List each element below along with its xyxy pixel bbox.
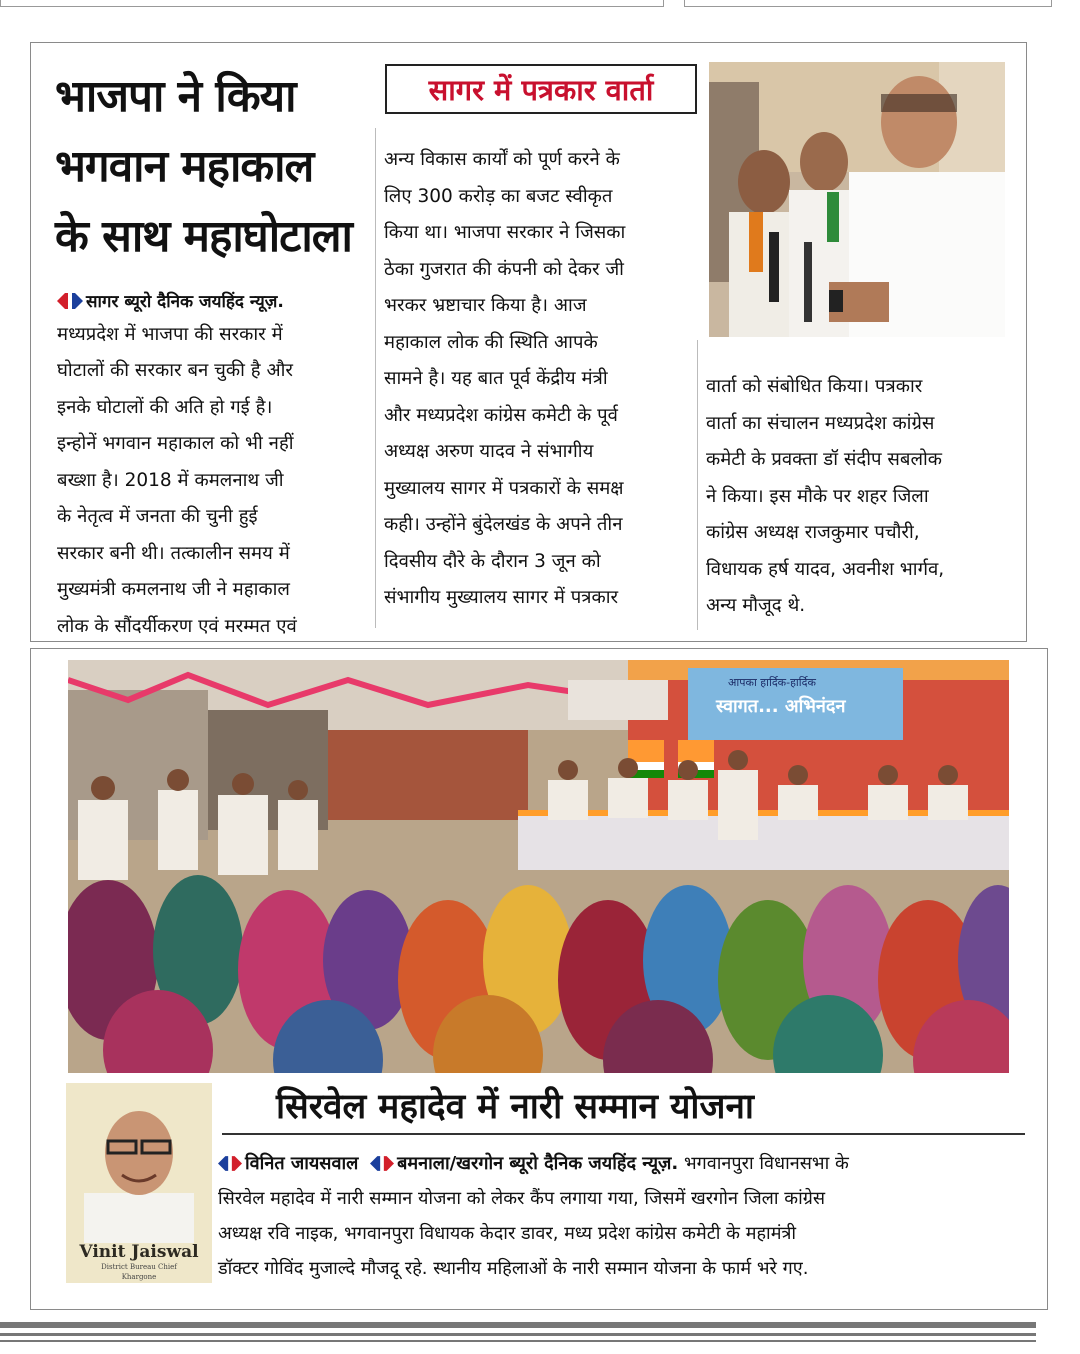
col3-line: विधायक हर्ष यादव, अवनीश भार्गव, bbox=[706, 558, 945, 580]
story2-line: सिरवेल महादेव में नारी सम्मान योजना को लेकर कैंप लगाया गया, जिसमें खरगोन जिला कांग्रेस bbox=[218, 1188, 826, 1209]
col3-line: कांग्रेस अध्यक्ष राजकुमार पचौरी, bbox=[706, 522, 920, 543]
top-frame-right bbox=[684, 0, 1052, 7]
portrait-name: Vinit Jaiswal bbox=[79, 1242, 199, 1262]
kicker-text: सागर में पत्रकार वार्ता bbox=[428, 72, 654, 107]
col2-line: भरकर भ्रष्टाचार किया है। आज bbox=[384, 295, 587, 316]
story2-headline: सिरवेल महादेव में नारी सम्मान योजना bbox=[276, 1087, 754, 1127]
col1-line: इनके घोटालों की अति हो गई है। bbox=[57, 396, 273, 418]
col1-line: घोटालों की सरकार बन चुकी है और bbox=[57, 360, 293, 381]
camp-gathering-photo bbox=[68, 660, 1009, 1073]
story1-column-1 bbox=[57, 284, 297, 645]
top-frame-left bbox=[0, 0, 664, 7]
portrait-title: District Bureau Chief bbox=[101, 1263, 177, 1271]
col2-line: महाकाल लोक की स्थिति आपके bbox=[384, 331, 598, 353]
banner-text-1: आपका हार्दिक-हार्दिक bbox=[728, 676, 816, 689]
col2-line: दिवसीय दौरे के दौरान 3 जून को bbox=[384, 550, 601, 572]
col2-line: संभागीय मुख्यालय सागर में पत्रकार bbox=[384, 587, 619, 608]
col2-line: किया था। भाजपा सरकार ने जिसका bbox=[384, 222, 626, 243]
bottom-rule-3 bbox=[0, 1340, 1036, 1342]
story2-line: भगवानपुरा विधानसभा के bbox=[683, 1153, 849, 1174]
col3-line: ने किया। इस मौके पर शहर जिला bbox=[706, 485, 929, 507]
col1-line: लोक के सौंदर्यीकरण एवं मरम्मत एवं bbox=[57, 615, 297, 637]
col2-line: सामने है। यह बात पूर्व केंद्रीय मंत्री bbox=[384, 368, 608, 389]
col1-line: बख्शा है। 2018 में कमलनाथ जी bbox=[57, 469, 284, 491]
byline-text: सागर ब्यूरो दैनिक जयहिंद न्यूज़. bbox=[86, 292, 284, 312]
byline bbox=[57, 284, 297, 321]
reporter-photo bbox=[66, 1083, 212, 1283]
col2-line: मुख्यालय सागर में पत्रकारों के समक्ष bbox=[384, 477, 624, 499]
headline-rule bbox=[222, 1133, 1025, 1135]
story1-headline bbox=[55, 62, 375, 272]
story2-body bbox=[218, 1146, 849, 1286]
col3-line: वार्ता को संबोधित किया। पत्रकार bbox=[706, 376, 923, 397]
headline-line-3: के साथ महाघोटाला bbox=[55, 211, 352, 262]
column-divider bbox=[697, 340, 698, 630]
bottom-rule-1 bbox=[0, 1322, 1036, 1328]
col2-line: अन्य विकास कार्यों को पूर्ण करने के bbox=[384, 149, 620, 170]
banner-text-2: स्वागत... अभिनंदन bbox=[716, 696, 846, 717]
byline-diamond-icon bbox=[57, 293, 83, 309]
col1-line: मुख्यमंत्री कमलनाथ जी ने महाकाल bbox=[57, 579, 290, 600]
press-conference-image bbox=[709, 62, 1005, 337]
col2-line: लिए 300 करोड़ का बजट स्वीकृत bbox=[384, 185, 613, 207]
bureau-diamond-icon bbox=[370, 1156, 394, 1171]
bottom-rule-2 bbox=[0, 1333, 1036, 1336]
story1-column-3 bbox=[706, 369, 944, 625]
reporter-diamond-icon bbox=[218, 1156, 242, 1171]
reporter-name: विनित जायसवाल bbox=[245, 1153, 359, 1174]
headline-line-2: भगवान महाकाल bbox=[55, 141, 314, 192]
col1-line: इन्होनें भगवान महाकाल को भी नहीं bbox=[57, 433, 294, 454]
press-conference-photo bbox=[709, 62, 1005, 337]
story2-first-line bbox=[218, 1146, 849, 1181]
col1-line: सरकार बनी थी। तत्कालीन समय में bbox=[57, 542, 290, 564]
col3-line: अन्य मौजूद थे. bbox=[706, 595, 806, 616]
bureau-name: बमनाला/खरगोन ब्यूरो दैनिक जयहिंद न्यूज़. bbox=[397, 1153, 679, 1174]
col2-line: ठेका गुजरात की कंपनी को देकर जी bbox=[384, 258, 624, 280]
reporter-portrait bbox=[66, 1083, 212, 1283]
kicker-box bbox=[385, 64, 697, 114]
col2-line: अध्यक्ष अरुण यादव ने संभागीय bbox=[384, 441, 594, 462]
story2-line: अध्यक्ष रवि नाइक, भगवानपुरा विधायक केदार डावर, मध्य प्रदेश कांग्रेस कमेटी के महामंत्री bbox=[218, 1223, 797, 1244]
headline-line-1: भाजपा ने किया bbox=[55, 71, 296, 122]
col2-line: और मध्यप्रदेश कांग्रेस कमेटी के पूर्व bbox=[384, 404, 618, 426]
story1-column-2 bbox=[384, 142, 625, 617]
column-divider bbox=[375, 128, 376, 628]
col1-line: मध्यप्रदेश में भाजपा की सरकार में bbox=[57, 323, 283, 345]
portrait-place: Khargone bbox=[121, 1273, 157, 1281]
col2-line: कही। उन्होंने बुंदेलखंड के अपने तीन bbox=[384, 514, 623, 535]
col3-line: वार्ता का संचालन मध्यप्रदेश कांग्रेस bbox=[706, 412, 935, 434]
story2-line: डॉक्टर गोविंद मुजाल्दे मौजदू रहे. स्थानीय महिलाओं के नारी सम्मान योजना के फार्म भरे गए. bbox=[218, 1258, 809, 1279]
col1-line: के नेतृत्व में जनता की चुनी हुई bbox=[57, 506, 258, 527]
col3-line: कमेटी के प्रवक्ता डॉ संदीप सबलोक bbox=[706, 449, 942, 470]
camp-gathering-image bbox=[68, 660, 1009, 1073]
